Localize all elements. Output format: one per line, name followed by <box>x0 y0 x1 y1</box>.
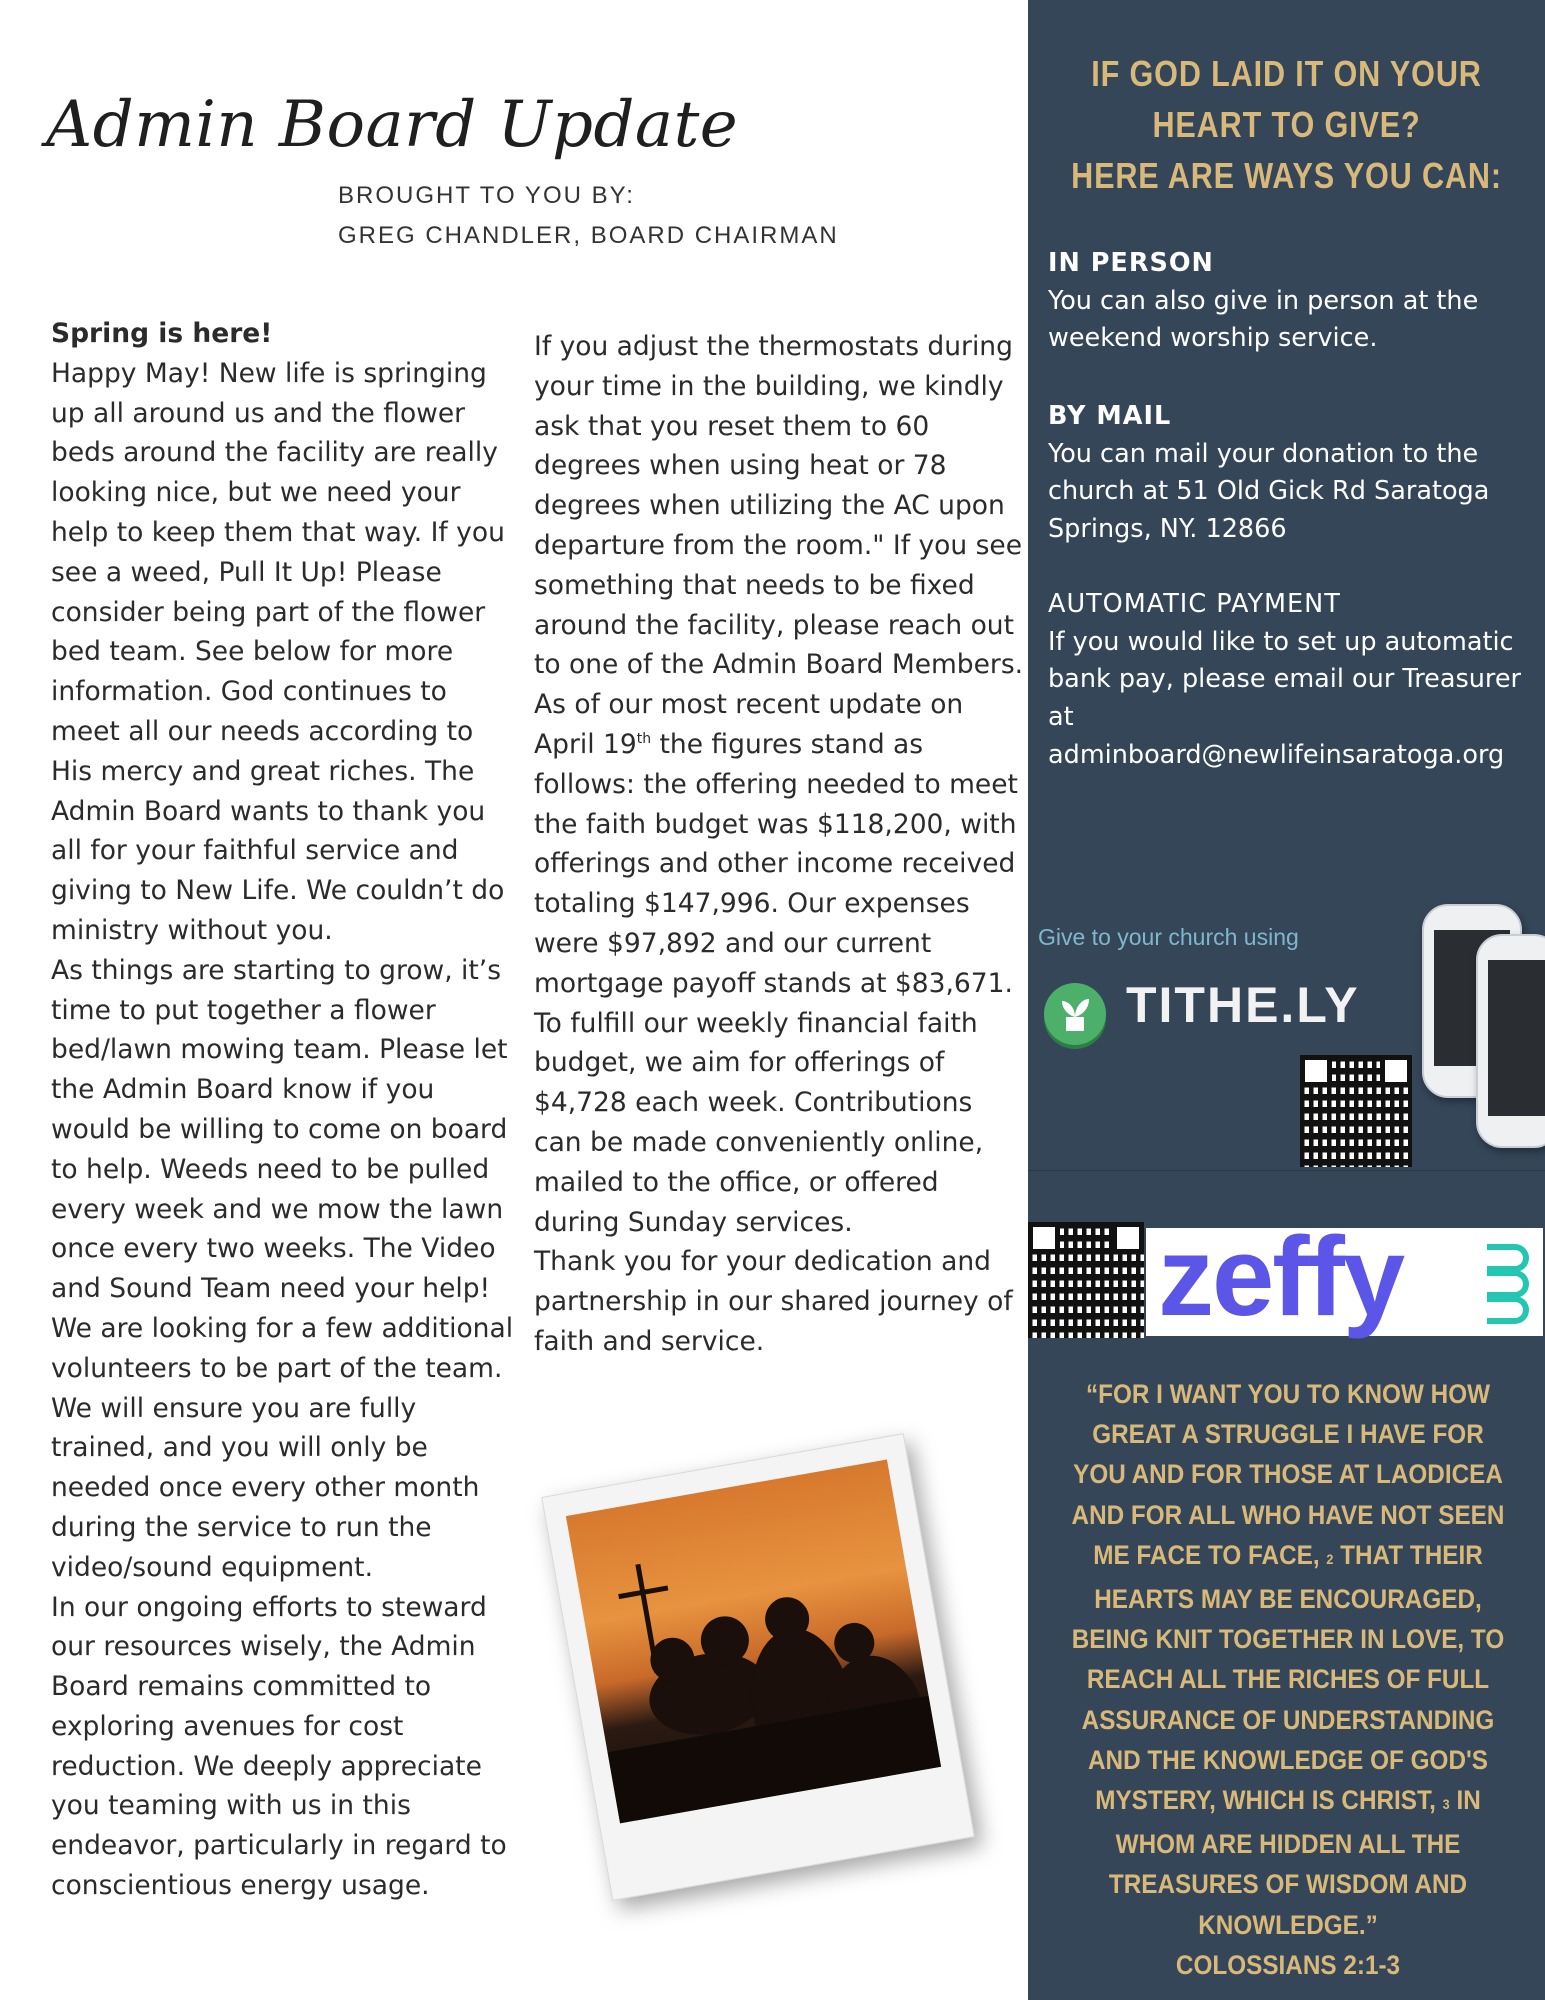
giving-heading-line: HERE ARE WAYS YOU CAN: <box>1071 155 1502 196</box>
giving-heading-line: IF GOD LAID IT ON YOUR <box>1091 53 1482 94</box>
byline <box>338 176 839 256</box>
giving-heading-line: HEART TO GIVE? <box>1152 104 1421 145</box>
article-paragraph: In our ongoing efforts to steward our resources wisely, the Admin Board remains committed to exploring avenues for cost reduction. We deeply appreciate you teaming with us in this endeavor, particularly in regard to conscientious energy usage. <box>51 1591 507 1902</box>
page-title: Admin Board Update <box>46 88 739 162</box>
article-paragraph: As things are starting to grow, it’s time to put together a flower bed/lawn mowing team. Please let the Admin Board know if you would be willing to come on board to help. Weeds need to be pulled every week and we mow the lawn once every two weeks. The Video and Sound Team need your help! We are looking for a few additional volunteers to be part of the team. We will ensure you are fully trained, and you will only be needed once every other month during the service to run the video/sound equipment. <box>51 954 514 1583</box>
sunset-cross-photo <box>566 1459 941 1823</box>
thermostat-and-finances-text: If you adjust the thermostats during your time in the building, we kindly ask that you reset them to 60 degrees when using heat or 78 degrees when utilizing the AC upon departure from the room." If you see something that needs to be fixed around the facility, please reach out to one of the Admin Board Members. As of our most recent update on April 19 <box>534 331 1024 760</box>
in-person-text: You can also give in person at the weekend worship service. <box>1048 285 1479 354</box>
by-mail-label: BY MAIL <box>1048 401 1172 431</box>
verse-text: THAT THEIR HEARTS MAY BE ENCOURAGED, BEING KNIT TOGETHER IN LOVE, TO REACH ALL THE RICHES OF FULL ASSURANCE OF UNDERSTANDING AND THE KNOWLEDGE OF GOD'S MYSTERY, WHICH IS CHRIST, <box>1071 1539 1505 1816</box>
photo-silhouettes <box>566 1459 941 1823</box>
scripture-quote <box>1063 1374 1513 1985</box>
automatic-payment-section <box>1048 586 1538 775</box>
tithely-logo: TITHE.LY <box>1126 977 1360 1033</box>
polaroid-photo <box>541 1433 975 1901</box>
article-paragraph: Happy May! New life is springing up all around us and the flower beds around the facility are really looking nice, but we need your help to keep them that way. If you see a weed, Pull It Up! Please consider being part of the flower bed team. See below for more information. God continues to meet all our needs according to His mercy and great riches. The Admin Board wants to thank you all for your faithful service and giving to New Life. We couldn’t do ministry without you. <box>51 357 505 946</box>
tithely-qr-code[interactable] <box>1300 1055 1412 1167</box>
tithely-banner[interactable] <box>1028 880 1545 1171</box>
tithely-leaf-icon <box>1044 983 1106 1045</box>
article-paragraph <box>534 327 1024 1242</box>
in-person-label: IN PERSON <box>1048 248 1214 278</box>
zeffy-logo: zeffy <box>1158 1214 1404 1339</box>
article-paragraph: Thank you for your dedication and partnership in our shared journey of faith and service. <box>534 1246 1013 1357</box>
verse-text: “FOR I WANT YOU TO KNOW HOW GREAT A STRUGGLE I HAVE FOR YOU AND FOR THOSE AT LAODICEA AND FOR ALL WHO HAVE NOT SEEN ME FACE TO FACE, <box>1071 1379 1505 1570</box>
by-mail-section <box>1048 398 1538 549</box>
verse-reference: COLOSSIANS 2:1-3 <box>1175 1949 1401 1980</box>
phone-image <box>1476 934 1545 1148</box>
ordinal-suffix: th <box>636 731 652 748</box>
in-person-section <box>1048 245 1538 358</box>
article-column-2 <box>534 327 1024 1362</box>
tithely-caption: Give to your church using <box>1038 924 1299 950</box>
article-heading: Spring is here! <box>51 318 273 349</box>
treasurer-email-link[interactable]: adminboard@newlifeinsaratoga.org <box>1048 739 1505 770</box>
by-mail-text: You can mail your donation to the church at 51 Old Gick Rd Saratoga Springs, NY. 12866 <box>1048 438 1490 545</box>
verse-number: 2 <box>1326 1550 1334 1567</box>
tithely-leaf-glyph <box>1044 983 1106 1045</box>
zeffy-qr-code[interactable] <box>1028 1222 1144 1338</box>
automatic-payment-label: AUTOMATIC PAYMENT <box>1048 589 1341 619</box>
zeffy-wave-icon <box>1487 1244 1527 1322</box>
giving-sidebar <box>1028 0 1545 2000</box>
verse-number: 3 <box>1442 1796 1450 1813</box>
byline-line-1: BROUGHT TO YOU BY: <box>338 182 635 209</box>
byline-line-2: GREG CHANDLER, BOARD CHAIRMAN <box>338 222 839 249</box>
giving-heading <box>1067 48 1506 201</box>
zeffy-banner[interactable] <box>1146 1214 1543 1339</box>
article-column-1 <box>51 314 521 1906</box>
verse-text: IN WHOM ARE HIDDEN ALL THE TREASURES OF WISDOM AND KNOWLEDGE.” <box>1108 1785 1481 1940</box>
automatic-payment-text: If you would like to set up automatic bank pay, please email our Treasurer at <box>1048 626 1522 733</box>
finances-text: the figures stand as follows: the offering needed to meet the faith budget was $118,200, with offerings and other income received totaling $147,996. Our expenses were $97,892 and our current mortgage payoff stands at $83,671. To fulfill our weekly financial faith budget, we aim for offerings of $4,728 each week. Contributions can be made conveniently online, mailed to the office, or offered during Sunday services. <box>534 728 1018 1238</box>
